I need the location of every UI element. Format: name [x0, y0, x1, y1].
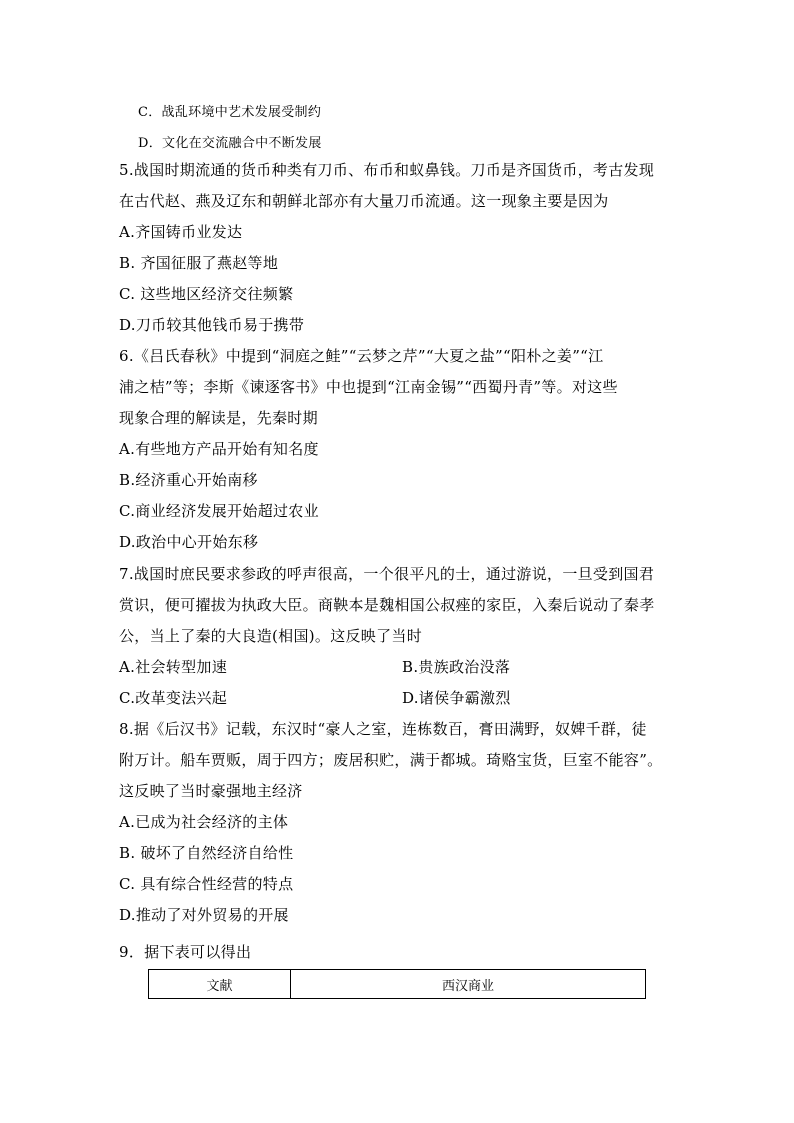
q5-option-d: D.刀币较其他钱币易于携带: [119, 316, 305, 334]
q7-stem-line-3: 公，当上了秦的大良造(相国)。这反映了当时: [119, 627, 423, 645]
q5-stem-line-2: 在古代赵、燕及辽东和朝鲜北部亦有大量刀币流通。这一现象主要是因为: [119, 192, 609, 210]
q5-stem-line-1: 5.战国时期流通的货币种类有刀币、布币和蚁鼻钱。刀币是齐国货币，考古发现: [119, 161, 655, 179]
q7-stem-line-2: 赏识，便可擢拔为执政大臣。商鞅本是魏相国公叔痤的家臣，入秦后说动了秦孝: [119, 596, 655, 614]
q6-stem-line-2: 浦之桔”等；李斯《谏逐客书》中也提到“江南金锡”“西蜀丹青”等。对这些: [119, 378, 618, 396]
q8-option-d: D.推动了对外贸易的开展: [119, 906, 289, 924]
q7-option-row-1: [119, 657, 227, 677]
q6-stem-line-1: 6.《吕氏春秋》中提到“洞庭之鲑”“云梦之芹”“大夏之盐”“阳朴之姜”“江: [119, 347, 604, 365]
q8-option-b: B. 破坏了自然经济自给性: [119, 844, 294, 862]
q6-option-c: C.商业经济发展开始超过农业: [119, 502, 319, 520]
q8-option-a: A.已成为社会经济的主体: [119, 813, 289, 831]
q8-stem-line-1: 8.据《后汉书》记载，东汉时“豪人之室，连栋数百，膏田满野，奴婢千群，徒: [119, 720, 647, 738]
q4-option-d: D．文化在交流融合中不断发展: [138, 136, 322, 151]
q7-option-b: B.贵族政治没落: [402, 658, 511, 676]
q6-option-b: B.经济重心开始南移: [119, 471, 258, 489]
q6-option-d: D.政治中心开始东移: [119, 533, 259, 551]
q7-option-c: C.改革变法兴起: [119, 689, 228, 707]
q5-option-b: B. 齐国征服了燕赵等地: [119, 254, 279, 272]
q5-option-a: A.齐国铸币业发达: [119, 223, 243, 241]
q9-table: [148, 969, 646, 999]
q7-option-d: D.诸侯争霸激烈: [402, 689, 511, 707]
q7-option-a: A.社会转型加速: [119, 658, 228, 676]
q5-option-c: C. 这些地区经济交往频繁: [119, 285, 294, 303]
q9-table-header-commerce: 西汉商业: [441, 978, 494, 994]
q6-option-a: A.有些地方产品开始有知名度: [119, 440, 319, 458]
q9-table-header-literature: 文献: [149, 970, 291, 998]
q7-stem-line-1: 7.战国时庶民要求参政的呼声很高，一个很平凡的士，通过游说，一旦受到国君: [119, 565, 655, 583]
q8-option-c: C. 具有综合性经营的特点: [119, 875, 294, 893]
q6-stem-line-3: 现象合理的解读是，先秦时期: [119, 409, 318, 427]
q8-stem-line-2: 附万计。船车贾贩，周于四方；废居积贮，满于都城。琦赂宝货，巨室不能容”。: [119, 751, 663, 769]
q9-stem: 9．据下表可以得出: [119, 943, 252, 961]
q4-option-c: C．战乱环境中艺术发展受制约: [138, 105, 322, 120]
q8-stem-line-3: 这反映了当时豪强地主经济: [119, 782, 303, 800]
